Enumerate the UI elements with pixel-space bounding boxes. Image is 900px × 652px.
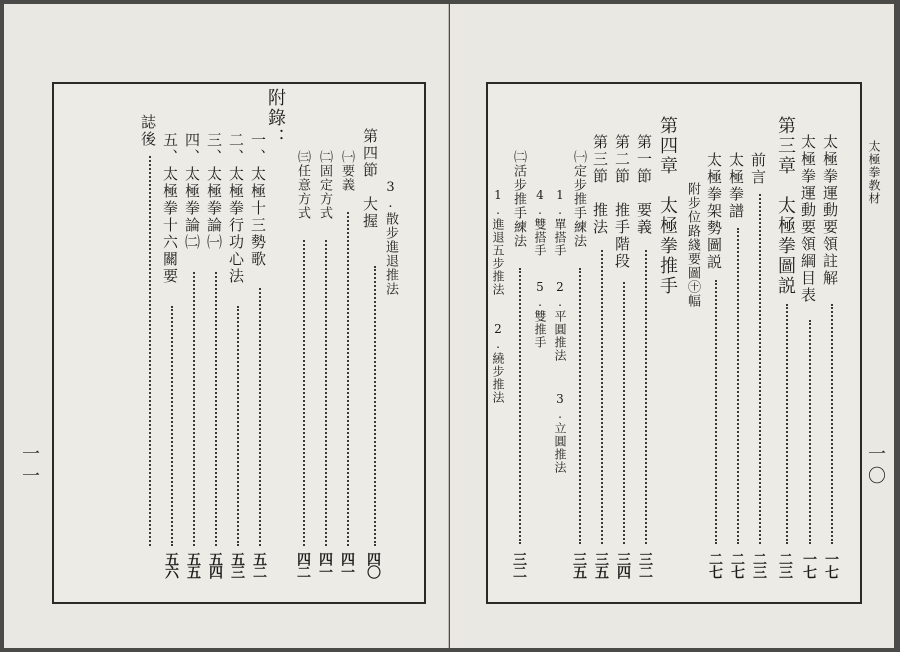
right-page <box>450 4 894 648</box>
toc-page-number: 二三 <box>751 552 767 578</box>
toc-entry: 四、太極拳論㈡ <box>183 132 201 251</box>
toc-leader <box>374 266 376 546</box>
toc-page-number: 一七 <box>823 552 839 578</box>
toc-page-number: 五五 <box>185 552 201 578</box>
book-spread <box>4 4 896 648</box>
toc-entry: ㈠定步推手練法 <box>571 150 586 248</box>
toc-page-number: 四二 <box>295 552 311 578</box>
toc-entry: 五、太極拳十六關要 <box>161 132 179 285</box>
toc-entry: 4.雙搭手 <box>533 188 547 257</box>
left-page-number: 一一 <box>19 444 40 488</box>
toc-entry: 前言 <box>749 152 767 186</box>
toc-entry: ㈠要義 <box>339 150 354 192</box>
toc-leader <box>347 212 349 546</box>
toc-entry: ㈡活步推手練法 <box>511 150 526 248</box>
toc-section: 第一節 要義 <box>635 134 653 236</box>
toc-page-number: 三二 <box>637 552 653 578</box>
toc-page-number: 三二 <box>511 552 527 578</box>
toc-leader <box>759 194 761 544</box>
toc-entry: 二、太極拳行功心法 <box>227 132 245 285</box>
toc-leader <box>215 272 217 546</box>
toc-leader <box>601 250 603 544</box>
toc-leader <box>715 280 717 544</box>
toc-chapter: 第四章 太極拳推手 <box>657 116 678 296</box>
toc-leader <box>809 320 811 544</box>
toc-section: 第二節 推手階段 <box>613 134 631 270</box>
toc-section: 第四節 大握 <box>361 128 379 230</box>
toc-appendix-heading: 附錄： <box>265 88 286 148</box>
toc-page-number: 五六 <box>163 552 179 578</box>
toc-entry: 1.進退五步推法 <box>491 188 505 296</box>
toc-page-number: 四一 <box>317 552 333 578</box>
toc-leader <box>149 156 151 546</box>
toc-entry: 太極拳架勢圖説 <box>705 152 723 271</box>
toc-page-number: 二七 <box>707 552 723 578</box>
toc-page-number: 二七 <box>729 552 745 578</box>
toc-leader <box>519 268 521 544</box>
toc-page-number: 二三 <box>777 552 793 578</box>
toc-page-number: 三五 <box>571 552 587 578</box>
left-page <box>4 4 449 648</box>
running-title: 太極拳教材 <box>867 140 881 205</box>
toc-page-number: 一七 <box>801 552 817 578</box>
toc-page-number: 五四 <box>207 552 223 578</box>
toc-page-number: 三五 <box>593 552 609 578</box>
toc-page-number: 五三 <box>229 552 245 578</box>
toc-entry: 3.散步進退推法 <box>383 180 398 296</box>
right-page-number: 一〇 <box>865 444 886 488</box>
toc-entry: 太極拳譜 <box>727 152 745 220</box>
toc-page-number: 三四 <box>615 552 631 578</box>
toc-entry: 2.平圓推法 <box>553 280 567 362</box>
toc-entry: 一、太極十三勢歌 <box>249 132 267 268</box>
toc-leader <box>831 304 833 544</box>
toc-page-number: 四〇 <box>365 552 381 578</box>
toc-entry: ㈢任意方式 <box>295 150 310 220</box>
toc-leader <box>193 272 195 546</box>
toc-leader <box>579 268 581 544</box>
toc-entry: ㈡固定方式 <box>317 150 332 220</box>
toc-leader <box>737 228 739 544</box>
toc-leader <box>237 306 239 546</box>
toc-entry: 5.雙推手 <box>533 280 547 349</box>
toc-entry: 太極拳運動要領綱目表 <box>799 134 817 304</box>
toc-page-number: 四一 <box>339 552 355 578</box>
toc-entry: 誌後 <box>139 114 157 148</box>
toc-leader <box>623 282 625 544</box>
toc-leader <box>786 304 788 544</box>
toc-leader <box>645 250 647 544</box>
toc-entry: 3.立圓推法 <box>553 392 567 474</box>
toc-section: 第三節 推法 <box>591 134 609 236</box>
toc-entry: 2.繞步推法 <box>491 322 505 404</box>
toc-leader <box>171 306 173 546</box>
toc-leader <box>259 288 261 546</box>
toc-chapter: 第三章 太極拳圖説 <box>775 116 796 296</box>
toc-entry: 附步位路綫要圖㊉幅 <box>685 182 700 308</box>
toc-leader <box>325 240 327 546</box>
toc-entry: 1.單搭手 <box>553 188 567 257</box>
toc-page-number: 五二 <box>251 552 267 578</box>
toc-entry: 三、太極拳論㈠ <box>205 132 223 251</box>
toc-entry: 太極拳運動要領註解 <box>821 134 839 287</box>
toc-leader <box>303 240 305 546</box>
